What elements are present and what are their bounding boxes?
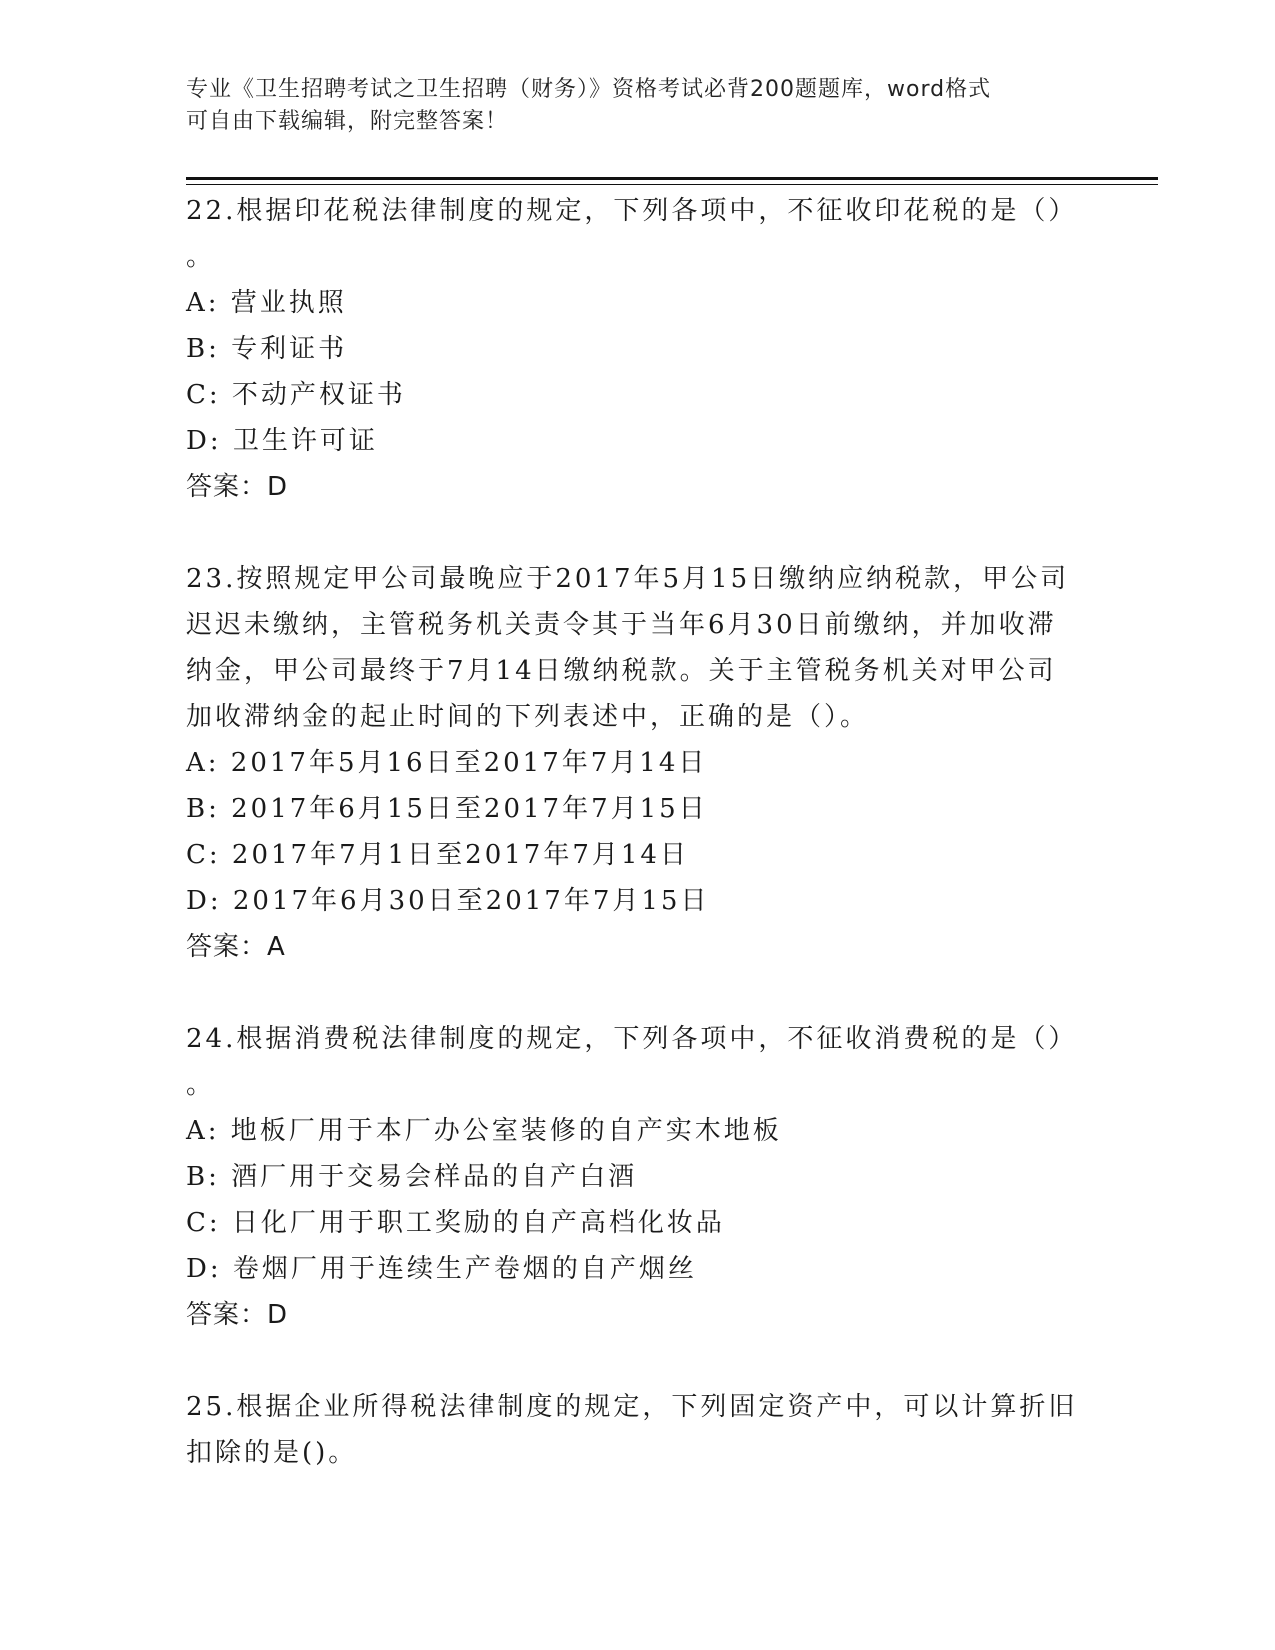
header-divider-thin bbox=[186, 184, 1158, 185]
option-a: A: 地板厂用于本厂办公室装修的自产实木地板 bbox=[186, 1116, 782, 1146]
question-stem: 24.根据消费税法律制度的规定，下列各项中，不征收消费税的是（） bbox=[186, 1024, 1078, 1054]
option-c: C: 不动产权证书 bbox=[186, 380, 406, 410]
answer: 答案：D bbox=[186, 1300, 289, 1330]
option-c: C: 2017年7月1日至2017年7月14日 bbox=[186, 840, 689, 870]
option-a: A: 营业执照 bbox=[186, 288, 347, 318]
answer: 答案：A bbox=[186, 932, 286, 962]
question-24 bbox=[186, 1016, 1086, 1338]
option-b: B: 酒厂用于交易会样品的自产白酒 bbox=[186, 1162, 638, 1192]
question-stem-line: 扣除的是()。 bbox=[186, 1438, 358, 1468]
question-22 bbox=[186, 188, 1086, 510]
option-b: B: 2017年6月15日至2017年7月15日 bbox=[186, 794, 708, 824]
question-23 bbox=[186, 556, 1086, 970]
question-stem-line: 纳金，甲公司最终于7月14日缴纳税款。关于主管税务机关对甲公司 bbox=[186, 656, 1057, 686]
header-divider-thick bbox=[186, 177, 1158, 180]
question-stem-line: 迟迟未缴纳，主管税务机关责令其于当年6月30日前缴纳，并加收滞 bbox=[186, 610, 1057, 640]
answer: 答案：D bbox=[186, 472, 289, 502]
header-line-2: 可自由下载编辑，附完整答案！ bbox=[186, 109, 509, 134]
question-stem-line: 加收滞纳金的起止时间的下列表述中，正确的是（）。 bbox=[186, 702, 870, 732]
question-stem: 22.根据印花税法律制度的规定，下列各项中，不征收印花税的是（） bbox=[186, 196, 1078, 226]
option-a: A: 2017年5月16日至2017年7月14日 bbox=[186, 748, 708, 778]
question-stem-line: 25.根据企业所得税法律制度的规定，下列固定资产中，可以计算折旧 bbox=[186, 1392, 1078, 1422]
header-line-1: 专业《卫生招聘考试之卫生招聘（财务）》资格考试必背200题题库，word格式 bbox=[186, 77, 992, 102]
question-stem-continuation: 。 bbox=[186, 242, 216, 272]
question-stem-continuation: 。 bbox=[186, 1070, 216, 1100]
option-d: D: 2017年6月30日至2017年7月15日 bbox=[186, 886, 710, 916]
option-d: D: 卫生许可证 bbox=[186, 426, 378, 456]
option-b: B: 专利证书 bbox=[186, 334, 348, 364]
option-d: D: 卷烟厂用于连续生产卷烟的自产烟丝 bbox=[186, 1254, 697, 1284]
question-stem-line: 23.按照规定甲公司最晚应于2017年5月15日缴纳应纳税款，甲公司 bbox=[186, 564, 1070, 594]
question-list bbox=[186, 188, 1086, 1522]
option-c: C: 日化厂用于职工奖励的自产高档化妆品 bbox=[186, 1208, 725, 1238]
question-25 bbox=[186, 1384, 1086, 1476]
document-header bbox=[186, 74, 1066, 138]
